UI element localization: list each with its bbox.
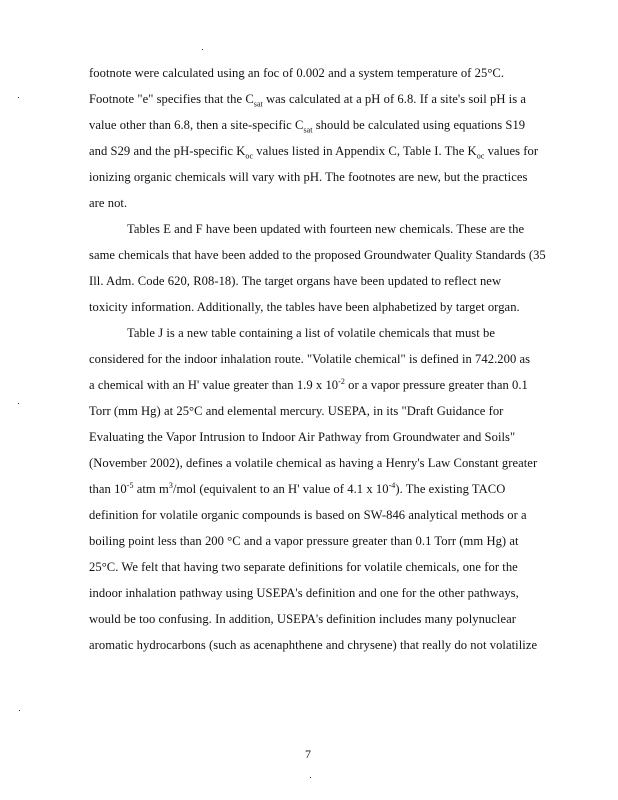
paragraph-3-line-4: Torr (mm Hg) at 25°C and elemental mercury. USEPA, in its "Draft Guidance for bbox=[89, 404, 504, 418]
paragraph-3-line-3: a chemical with an H' value greater than 1.9 x $10^{-2}$ or a vapor pressure greater than 0.1 bbox=[89, 376, 528, 392]
paragraph-3-line-5: Evaluating the Vapor Intrusion to Indoor Air Pathway from Groundwater and Soils" bbox=[89, 430, 516, 444]
scan-speck bbox=[310, 777, 311, 778]
paragraph-3-line-9: boiling point less than 200 °C and a vapor pressure greater than 0.1 Torr (mm Hg) at bbox=[89, 534, 519, 548]
paragraph-3-line-1: Table J is a new table containing a list of volatile chemicals that must be bbox=[127, 326, 495, 340]
paragraph-3-line-8: definition for volatile organic compounds is based on SW-846 analytical methods or a bbox=[89, 508, 527, 522]
paragraph-1-line-6: are not. bbox=[89, 196, 128, 210]
paragraph-2-line-4: toxicity information. Additionally, the tables have been alphabetized by target organ. bbox=[89, 300, 520, 314]
paragraph-2-line-2: same chemicals that have been added to the proposed Groundwater Quality Standards (35 bbox=[89, 248, 546, 262]
page-number: 7 bbox=[305, 747, 311, 761]
paragraph-1-line-1: footnote were calculated using an foc of 0.002 and a system temperature of 25°C. bbox=[89, 66, 505, 80]
scan-speck bbox=[18, 97, 19, 98]
paragraph-3-line-12: would be too confusing. In addition, USEPA's definition includes many polynuclear bbox=[89, 612, 516, 626]
paragraph-3-line-7: than $10^{-5}$ atm $m^3$/mol (equivalent to an H' value of 4.1 x $10^{-4}$). The existing TACO bbox=[89, 480, 506, 496]
paragraph-1-line-4: and S29 and the pH-specific $K_{oc}$ values listed in Appendix C, Table I. The $K_{oc}$ values for bbox=[89, 144, 539, 161]
paragraph-1-line-2: Footnote "e" specifies that the $C_{sat}$ was calculated at a pH of 6.8. If a site's soil pH is a bbox=[89, 92, 526, 109]
paragraph-3-line-6: (November 2002), defines a volatile chemical as having a Henry's Law Constant greater bbox=[89, 456, 538, 470]
paragraph-3-line-13: aromatic hydrocarbons (such as acenaphthene and chrysene) that really do not volatilize bbox=[89, 638, 538, 652]
scan-speck bbox=[202, 49, 203, 50]
paragraph-1-line-5: ionizing organic chemicals will vary with pH. The footnotes are new, but the practices bbox=[89, 170, 528, 184]
paragraph-2-line-3: Ill. Adm. Code 620, R08-18). The target organs have been updated to reflect new bbox=[89, 274, 502, 288]
paragraph-3-line-10: 25°C. We felt that having two separate definitions for volatile chemicals, one for the bbox=[89, 560, 518, 574]
paragraph-1-line-3: value other than 6.8, then a site-specific $C_{sat}$ should be calculated using equations S19 bbox=[89, 118, 526, 135]
paragraph-3-line-11: indoor inhalation pathway using USEPA's definition and one for the other pathways, bbox=[89, 586, 519, 600]
paragraph-3-line-2: considered for the indoor inhalation route. "Volatile chemical" is defined in 742.200 as bbox=[89, 352, 531, 366]
paragraph-2-line-1: Tables E and F have been updated with fourteen new chemicals. These are the bbox=[127, 222, 525, 236]
scan-speck bbox=[18, 403, 19, 404]
scan-speck bbox=[19, 710, 20, 711]
